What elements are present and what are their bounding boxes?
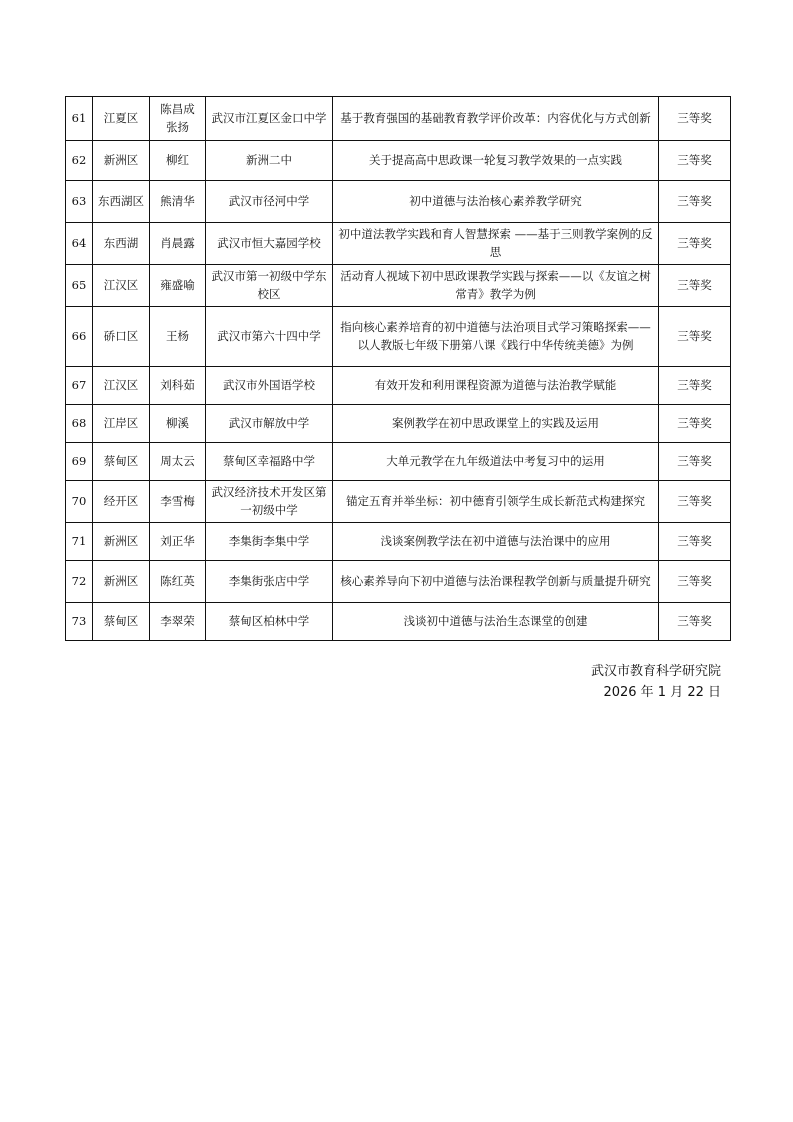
district-cell: 江夏区 xyxy=(93,97,150,141)
row-number: 61 xyxy=(66,97,93,141)
award-level-cell: 三等奖 xyxy=(659,523,731,561)
row-number: 72 xyxy=(66,561,93,603)
paper-title-cell: 锚定五育并举坐标：初中德育引领学生成长新范式构建探究 xyxy=(333,481,659,523)
paper-title-cell: 案例教学在初中思政课堂上的实践及运用 xyxy=(333,405,659,443)
author-name-cell: 雍盛喻 xyxy=(150,265,206,307)
author-name-cell: 陈昌成 张扬 xyxy=(150,97,206,141)
table-row xyxy=(66,405,731,443)
row-number: 71 xyxy=(66,523,93,561)
table-row xyxy=(66,223,731,265)
district-cell: 东西湖区 xyxy=(93,181,150,223)
school-cell: 武汉市江夏区金口中学 xyxy=(206,97,333,141)
issuing-organization: 武汉市教育科学研究院 xyxy=(590,664,721,679)
district-cell: 新洲区 xyxy=(93,141,150,181)
award-level-cell: 三等奖 xyxy=(659,307,731,367)
paper-title-cell: 大单元教学在九年级道法中考复习中的运用 xyxy=(333,443,659,481)
award-level-cell: 三等奖 xyxy=(659,97,731,141)
school-cell: 武汉市第六十四中学 xyxy=(206,307,333,367)
award-level-cell: 三等奖 xyxy=(659,443,731,481)
table-row xyxy=(66,443,731,481)
school-cell: 新洲二中 xyxy=(206,141,333,181)
award-level-cell: 三等奖 xyxy=(659,561,731,603)
row-number: 64 xyxy=(66,223,93,265)
author-name-cell: 熊清华 xyxy=(150,181,206,223)
district-cell: 江汉区 xyxy=(93,265,150,307)
school-cell: 武汉市第一初级中学东校区 xyxy=(206,265,333,307)
table-row xyxy=(66,481,731,523)
district-cell: 经开区 xyxy=(93,481,150,523)
paper-title-cell: 初中道德与法治核心素养教学研究 xyxy=(333,181,659,223)
award-level-cell: 三等奖 xyxy=(659,265,731,307)
table-row xyxy=(66,181,731,223)
paper-title-cell: 核心素养导向下初中道德与法治课程教学创新与质量提升研究 xyxy=(333,561,659,603)
school-cell: 蔡甸区幸福路中学 xyxy=(206,443,333,481)
table-row xyxy=(66,561,731,603)
district-cell: 江岸区 xyxy=(93,405,150,443)
school-cell: 李集街张店中学 xyxy=(206,561,333,603)
row-number: 73 xyxy=(66,603,93,641)
award-table-body xyxy=(66,97,731,641)
award-level-cell: 三等奖 xyxy=(659,367,731,405)
paper-title-cell: 指向核心素养培育的初中道德与法治项目式学习策略探索——以人教版七年级下册第八课《践行中华传统美德》为例 xyxy=(333,307,659,367)
author-name-cell: 刘正华 xyxy=(150,523,206,561)
author-name-cell: 王杨 xyxy=(150,307,206,367)
issue-date: 2026 年 1 月 22 日 xyxy=(603,685,721,700)
award-level-cell: 三等奖 xyxy=(659,405,731,443)
row-number: 68 xyxy=(66,405,93,443)
award-level-cell: 三等奖 xyxy=(659,181,731,223)
table-row xyxy=(66,523,731,561)
award-level-cell: 三等奖 xyxy=(659,223,731,265)
award-level-cell: 三等奖 xyxy=(659,141,731,181)
author-name-cell: 李雪梅 xyxy=(150,481,206,523)
author-name-cell: 周太云 xyxy=(150,443,206,481)
author-name-cell: 肖晨露 xyxy=(150,223,206,265)
district-cell: 江汉区 xyxy=(93,367,150,405)
school-cell: 武汉市解放中学 xyxy=(206,405,333,443)
row-number: 67 xyxy=(66,367,93,405)
author-name-cell: 李翠荣 xyxy=(150,603,206,641)
district-cell: 蔡甸区 xyxy=(93,443,150,481)
district-cell: 东西湖 xyxy=(93,223,150,265)
table-row xyxy=(66,367,731,405)
paper-title-cell: 关于提高高中思政课一轮复习教学效果的一点实践 xyxy=(333,141,659,181)
table-row xyxy=(66,141,731,181)
table-row xyxy=(66,307,731,367)
row-number: 62 xyxy=(66,141,93,181)
district-cell: 新洲区 xyxy=(93,523,150,561)
paper-title-cell: 基于教育强国的基础教育教学评价改革：内容优化与方式创新 xyxy=(333,97,659,141)
author-name-cell: 刘科茹 xyxy=(150,367,206,405)
author-name-cell: 柳溪 xyxy=(150,405,206,443)
table-row xyxy=(66,603,731,641)
paper-title-cell: 活动育人视域下初中思政课教学实践与探索——以《友谊之树常青》教学为例 xyxy=(333,265,659,307)
table-row xyxy=(66,97,731,141)
school-cell: 武汉经济技术开发区第一初级中学 xyxy=(206,481,333,523)
school-cell: 李集街李集中学 xyxy=(206,523,333,561)
paper-title-cell: 浅谈初中道德与法治生态课堂的创建 xyxy=(333,603,659,641)
row-number: 63 xyxy=(66,181,93,223)
school-cell: 蔡甸区柏林中学 xyxy=(206,603,333,641)
award-level-cell: 三等奖 xyxy=(659,481,731,523)
row-number: 70 xyxy=(66,481,93,523)
school-cell: 武汉市径河中学 xyxy=(206,181,333,223)
award-table xyxy=(65,96,731,641)
school-cell: 武汉市恒大嘉园学校 xyxy=(206,223,333,265)
table-row xyxy=(66,265,731,307)
district-cell: 蔡甸区 xyxy=(93,603,150,641)
paper-title-cell: 初中道法教学实践和育人智慧探索 ——基于三则教学案例的反思 xyxy=(333,223,659,265)
row-number: 66 xyxy=(66,307,93,367)
row-number: 69 xyxy=(66,443,93,481)
school-cell: 武汉市外国语学校 xyxy=(206,367,333,405)
row-number: 65 xyxy=(66,265,93,307)
district-cell: 新洲区 xyxy=(93,561,150,603)
paper-title-cell: 浅谈案例教学法在初中道德与法治课中的应用 xyxy=(333,523,659,561)
district-cell: 硚口区 xyxy=(93,307,150,367)
award-level-cell: 三等奖 xyxy=(659,603,731,641)
paper-title-cell: 有效开发和利用课程资源为道德与法治教学赋能 xyxy=(333,367,659,405)
author-name-cell: 柳红 xyxy=(150,141,206,181)
author-name-cell: 陈红英 xyxy=(150,561,206,603)
